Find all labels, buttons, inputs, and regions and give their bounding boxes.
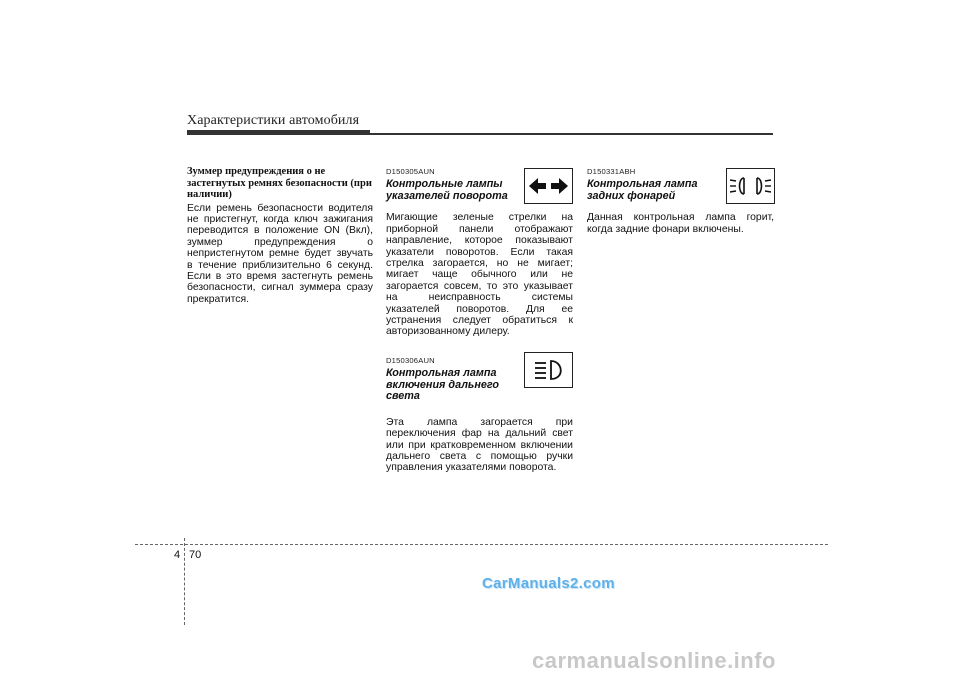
watermark-carmanuals2[interactable]: CarManuals2.com [482, 575, 615, 592]
turn-signal-heading: Контрольные лампы указателей поворота [386, 178, 508, 202]
turn-signal-code: D150305AUN [386, 167, 435, 176]
footer-dashed-rule [135, 544, 828, 545]
tail-lamp-icon [726, 168, 775, 204]
column-indicators [386, 166, 573, 474]
header-rule-thick [187, 130, 370, 135]
turn-signal-body: Мигающие зеленые стрелки на приборной панели отображают направление, которое показывают указатели поворотов. Если такая стрелка загорается, но не мигает; мигает чаще обычного или не загорается совсем, то это указывает на неисправность системы указателей поворотов. Для ее устранения следует обратиться к авторизованному дилеру. [386, 212, 573, 338]
header-rule-thin [370, 133, 773, 135]
page-number: 70 [189, 549, 202, 561]
watermark-carmanualsonline[interactable]: carmanualsonline.info [532, 648, 776, 673]
footer-dashed-divider [184, 538, 185, 625]
high-beam-body: Эта лампа загорается при переключения фар на дальний свет или при кратковременном включении дальнего света с помощью ручки управления указателями поворота. [386, 416, 573, 474]
chapter-number: 4 [174, 549, 181, 561]
seatbelt-chime-heading: Зуммер предупреждения о не застегнутых ремнях безопасности (при наличии) [187, 166, 372, 200]
seatbelt-chime-body: Если ремень безопасности водителя не пристегнут, когда ключ зажигания переводится в положение ON (Вкл), зуммер предупреждения о непристегнутом ремне будет звучать в течение приблизительно 6 секунд. Если в это время застегнуть ремень безопасности, сигнал зуммера сразу прекратится. [187, 202, 373, 305]
tail-lamp-heading: Контрольная лампа задних фонарей [587, 178, 698, 202]
high-beam-icon [524, 352, 573, 388]
turn-signal-arrows-icon [524, 168, 573, 204]
tail-lamp-body: Данная контрольная лампа горит, когда задние фонари включены. [587, 212, 774, 235]
high-beam-heading: Контрольная лампа включения дальнего света [386, 367, 499, 403]
high-beam-code: D150306AUN [386, 355, 435, 365]
tail-lamp-code: D150331ABH [587, 167, 636, 176]
page-header-title: Характеристики автомобиля [187, 113, 360, 128]
column-seatbelt-chime [187, 166, 373, 305]
